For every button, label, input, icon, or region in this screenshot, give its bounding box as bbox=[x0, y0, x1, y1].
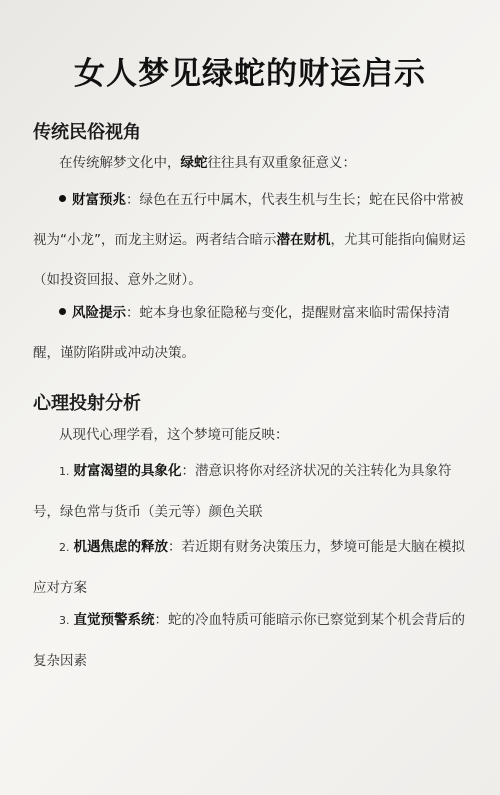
item-text: ：潜意识将你对经济状况的关注转化为具象符号，绿色常与货币（美元等）颜色关联 bbox=[33, 463, 452, 520]
psych-item-1 bbox=[33, 451, 468, 532]
bullet-risk-label: 风险提示 bbox=[72, 305, 126, 321]
bullet-dot-icon bbox=[59, 195, 66, 202]
psych-item-3 bbox=[33, 600, 468, 681]
item-number: 2. bbox=[59, 541, 70, 554]
section-heading-psych: 心理投射分析 bbox=[33, 393, 141, 414]
psych-item-2 bbox=[33, 527, 468, 608]
item-label: 财富渴望的具象化 bbox=[73, 463, 182, 479]
bullet-wealth-bold: 潜在财机 bbox=[276, 232, 331, 248]
section-heading-folk: 传统民俗视角 bbox=[33, 122, 141, 143]
bullet-wealth-text-b: ，尤其可能指向偏财运（如投资回报、意外之财）。 bbox=[33, 232, 466, 288]
item-label: 直觉预警系统 bbox=[73, 612, 155, 628]
item-label: 机遇焦虑的释放 bbox=[73, 539, 168, 555]
bullet-wealth-label: 财富预兆 bbox=[72, 192, 126, 208]
page-title: 女人梦见绿蛇的财运启示 bbox=[74, 56, 426, 92]
item-text: ：蛇的冷血特质可能暗示你已察觉到某个机会背后的复杂因素 bbox=[33, 612, 465, 669]
item-number: 3. bbox=[59, 614, 70, 627]
folk-intro-pre: 在传统解梦文化中， bbox=[59, 155, 181, 171]
psych-intro: 从现代心理学看，这个梦境可能反映： bbox=[59, 427, 289, 443]
item-text: ：若近期有财务决策压力，梦境可能是大脑在模拟应对方案 bbox=[33, 539, 465, 596]
bullet-wealth-text-a: ：绿色在五行中属木，代表生机与生长；蛇在民俗中常被视为“小龙”，而龙主财运。两者结合暗示 bbox=[33, 192, 464, 248]
item-number: 1. bbox=[59, 465, 70, 478]
bullet-risk-text: ：蛇本身也象征隐秘与变化，提醒财富来临时需保持清醒，谨防陷阱或冲动决策。 bbox=[33, 305, 450, 361]
folk-intro bbox=[33, 143, 468, 183]
folk-bullet-risk bbox=[33, 293, 468, 373]
bullet-dot-icon bbox=[59, 308, 66, 315]
folk-intro-post: 往往具有双重象征意义： bbox=[207, 155, 356, 171]
folk-bullet-wealth bbox=[33, 180, 468, 300]
folk-intro-bold: 绿蛇 bbox=[180, 155, 208, 171]
